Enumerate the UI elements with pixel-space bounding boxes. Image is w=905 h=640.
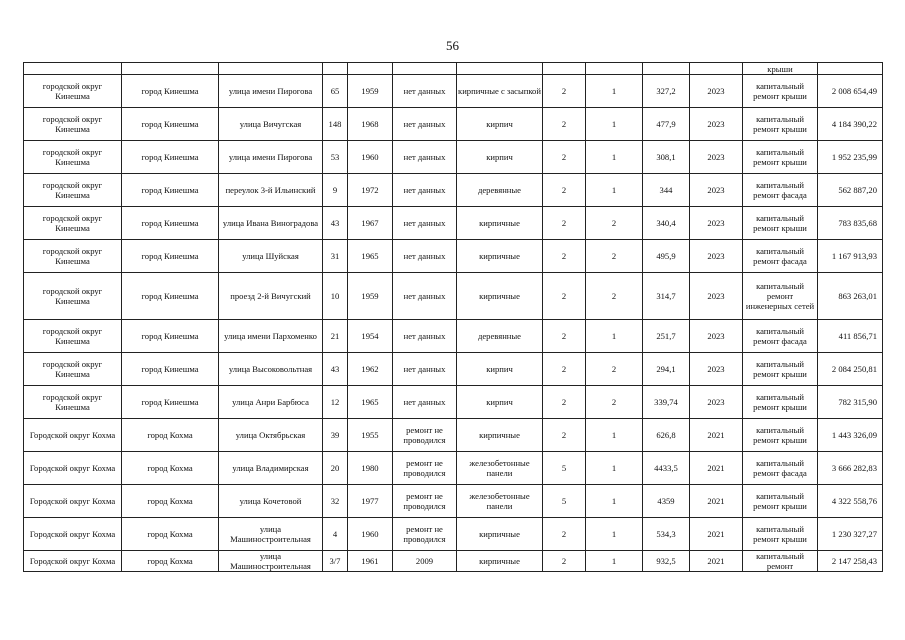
entrances-cell: 2 — [586, 273, 643, 320]
entrances-cell: 1 — [586, 419, 643, 452]
wall-material-cell: кирпичные — [457, 273, 543, 320]
build-year-cell: 1961 — [348, 551, 393, 572]
city-cell: город Кохма — [122, 551, 219, 572]
area-cell: 495,9 — [643, 240, 690, 273]
area-cell: 314,7 — [643, 273, 690, 320]
street-cell: улица Машиностроительная — [219, 551, 323, 572]
build-year-cell: 1960 — [348, 141, 393, 174]
work-type-cell: капитальный ремонт — [743, 551, 818, 572]
work-type-cell: капитальный ремонт крыши — [743, 386, 818, 419]
cost-cell: 562 887,20 — [818, 174, 883, 207]
table-row — [24, 386, 883, 419]
last-repair-cell: нет данных — [393, 273, 457, 320]
district-cell: Городской округ Кохма — [24, 419, 122, 452]
street-cell: улица Машиностроительная — [219, 518, 323, 551]
street-cell: улица Октябрьская — [219, 419, 323, 452]
house-number-cell: 39 — [323, 419, 348, 452]
plan-year-cell: 2023 — [690, 240, 743, 273]
area-cell: 477,9 — [643, 108, 690, 141]
build-year-cell: 1967 — [348, 207, 393, 240]
area-cell: 251,7 — [643, 320, 690, 353]
city-cell: город Кинешма — [122, 386, 219, 419]
district-cell: городской округ Кинешма — [24, 386, 122, 419]
build-year-cell: 1965 — [348, 386, 393, 419]
entrances-cell: 1 — [586, 75, 643, 108]
cost-cell: 2 084 250,81 — [818, 353, 883, 386]
table-row — [24, 75, 883, 108]
area-cell: 340,4 — [643, 207, 690, 240]
last-repair-cell: нет данных — [393, 240, 457, 273]
floors-cell: 5 — [543, 452, 586, 485]
district-cell: городской округ Кинешма — [24, 141, 122, 174]
cost-cell: 411 856,71 — [818, 320, 883, 353]
house-number-cell: 32 — [323, 485, 348, 518]
wall-material-cell: железобетонные панели — [457, 452, 543, 485]
city-cell: город Кохма — [122, 485, 219, 518]
build-year-cell: 1959 — [348, 273, 393, 320]
table-row — [24, 240, 883, 273]
wall-material-cell: кирпичные — [457, 419, 543, 452]
floors-cell: 2 — [543, 240, 586, 273]
district-cell: Городской округ Кохма — [24, 551, 122, 572]
cost-cell: 1 230 327,27 — [818, 518, 883, 551]
district-cell: Городской округ Кохма — [24, 452, 122, 485]
street-cell: улица Кочетовой — [219, 485, 323, 518]
work-type-cell: капитальный ремонт фасада — [743, 320, 818, 353]
floors-cell: 2 — [543, 320, 586, 353]
cost-cell: 783 835,68 — [818, 207, 883, 240]
district-cell: городской округ Кинешма — [24, 240, 122, 273]
district-cell: Городской округ Кохма — [24, 485, 122, 518]
district-cell: Городской округ Кохма — [24, 518, 122, 551]
area-cell: 932,5 — [643, 551, 690, 572]
area-cell: 4359 — [643, 485, 690, 518]
house-number-cell: 4 — [323, 518, 348, 551]
area-cell: 294,1 — [643, 353, 690, 386]
plan-year-cell: 2023 — [690, 273, 743, 320]
area-cell: 626,8 — [643, 419, 690, 452]
build-year-cell: 1962 — [348, 353, 393, 386]
area-cell: 339,74 — [643, 386, 690, 419]
floors-cell: 2 — [543, 273, 586, 320]
district-cell: городской округ Кинешма — [24, 108, 122, 141]
entrances-cell: 2 — [586, 240, 643, 273]
last-repair-cell: нет данных — [393, 353, 457, 386]
table-row — [24, 174, 883, 207]
table-row — [24, 518, 883, 551]
table-row — [24, 108, 883, 141]
cost-cell: 4 184 390,22 — [818, 108, 883, 141]
house-number-cell: 43 — [323, 207, 348, 240]
entrances-cell: 1 — [586, 108, 643, 141]
plan-year-cell: 2023 — [690, 141, 743, 174]
cost-cell: 3 666 282,83 — [818, 452, 883, 485]
district-cell: городской округ Кинешма — [24, 353, 122, 386]
last-repair-cell: 2009 — [393, 551, 457, 572]
house-number-cell: 3/7 — [323, 551, 348, 572]
plan-year-cell: 2021 — [690, 452, 743, 485]
page-number: 56 — [446, 38, 459, 53]
table-row-continuation — [24, 63, 883, 75]
plan-year-cell: 2021 — [690, 485, 743, 518]
street-cell: улица имени Пирогова — [219, 75, 323, 108]
build-year-cell: 1960 — [348, 518, 393, 551]
entrances-cell: 1 — [586, 320, 643, 353]
build-year-cell: 1955 — [348, 419, 393, 452]
district-cell: городской округ Кинешма — [24, 320, 122, 353]
plan-year-cell: 2021 — [690, 551, 743, 572]
street-cell: улица Вичугская — [219, 108, 323, 141]
floors-cell: 2 — [543, 386, 586, 419]
last-repair-cell: нет данных — [393, 75, 457, 108]
table-body — [24, 63, 883, 572]
work-type-cell: капитальный ремонт крыши — [743, 419, 818, 452]
area-cell: 4433,5 — [643, 452, 690, 485]
last-repair-cell: ремонт не проводился — [393, 419, 457, 452]
work-type-cell: капитальный ремонт крыши — [743, 518, 818, 551]
wall-material-cell: кирпич — [457, 108, 543, 141]
work-type-cell: капитальный ремонт крыши — [743, 75, 818, 108]
cost-cell: 2 147 258,43 — [818, 551, 883, 572]
table-row — [24, 207, 883, 240]
city-cell: город Кохма — [122, 419, 219, 452]
build-year-cell: 1968 — [348, 108, 393, 141]
work-type-cell: капитальный ремонт крыши — [743, 207, 818, 240]
house-number-cell: 31 — [323, 240, 348, 273]
cost-cell: 4 322 558,76 — [818, 485, 883, 518]
wall-material-cell: кирпич — [457, 141, 543, 174]
city-cell: город Кинешма — [122, 353, 219, 386]
plan-year-cell: 2021 — [690, 419, 743, 452]
floors-cell: 2 — [543, 353, 586, 386]
city-cell: город Кинешма — [122, 141, 219, 174]
entrances-cell: 1 — [586, 452, 643, 485]
plan-year-cell: 2023 — [690, 386, 743, 419]
street-cell: проезд 2-й Вичугский — [219, 273, 323, 320]
floors-cell: 2 — [543, 518, 586, 551]
house-number-cell: 9 — [323, 174, 348, 207]
work-type-cell: капитальный ремонт крыши — [743, 141, 818, 174]
entrances-cell: 2 — [586, 207, 643, 240]
cost-cell: 1 952 235,99 — [818, 141, 883, 174]
wall-material-cell: кирпичные — [457, 240, 543, 273]
cost-cell: 1 167 913,93 — [818, 240, 883, 273]
city-cell: город Кинешма — [122, 207, 219, 240]
city-cell: город Кинешма — [122, 108, 219, 141]
entrances-cell: 1 — [586, 485, 643, 518]
repair-registry-table — [23, 62, 883, 572]
floors-cell: 5 — [543, 485, 586, 518]
build-year-cell: 1954 — [348, 320, 393, 353]
table-row — [24, 485, 883, 518]
last-repair-cell: ремонт не проводился — [393, 518, 457, 551]
house-number-cell: 21 — [323, 320, 348, 353]
table-row — [24, 353, 883, 386]
work-type-cell: капитальный ремонт крыши — [743, 485, 818, 518]
table-row — [24, 452, 883, 485]
plan-year-cell: 2023 — [690, 320, 743, 353]
plan-year-cell: 2023 — [690, 108, 743, 141]
district-cell: городской округ Кинешма — [24, 75, 122, 108]
district-cell: городской округ Кинешма — [24, 174, 122, 207]
house-number-cell: 10 — [323, 273, 348, 320]
cost-cell: 782 315,90 — [818, 386, 883, 419]
build-year-cell: 1972 — [348, 174, 393, 207]
table-row — [24, 320, 883, 353]
city-cell: город Кинешма — [122, 75, 219, 108]
area-cell: 344 — [643, 174, 690, 207]
cost-cell: 1 443 326,09 — [818, 419, 883, 452]
last-repair-cell: нет данных — [393, 207, 457, 240]
entrances-cell: 1 — [586, 141, 643, 174]
last-repair-cell: ремонт не проводился — [393, 485, 457, 518]
wall-material-cell: деревянные — [457, 174, 543, 207]
work-type-cell: крыши — [743, 63, 818, 75]
plan-year-cell: 2021 — [690, 518, 743, 551]
street-cell: улица Анри Барбюса — [219, 386, 323, 419]
floors-cell: 2 — [543, 141, 586, 174]
city-cell: город Кохма — [122, 452, 219, 485]
city-cell: город Кохма — [122, 518, 219, 551]
house-number-cell: 20 — [323, 452, 348, 485]
floors-cell: 2 — [543, 108, 586, 141]
street-cell: улица имени Пархоменко — [219, 320, 323, 353]
cost-cell: 2 008 654,49 — [818, 75, 883, 108]
work-type-cell: капитальный ремонт фасада — [743, 452, 818, 485]
table-row — [24, 551, 883, 572]
entrances-cell: 1 — [586, 518, 643, 551]
street-cell: улица Владимирская — [219, 452, 323, 485]
entrances-cell: 1 — [586, 551, 643, 572]
last-repair-cell: нет данных — [393, 141, 457, 174]
city-cell: город Кинешма — [122, 320, 219, 353]
area-cell: 308,1 — [643, 141, 690, 174]
table-row — [24, 273, 883, 320]
plan-year-cell: 2023 — [690, 353, 743, 386]
table-row — [24, 141, 883, 174]
wall-material-cell: кирпичные — [457, 207, 543, 240]
floors-cell: 2 — [543, 419, 586, 452]
last-repair-cell: нет данных — [393, 320, 457, 353]
last-repair-cell: ремонт не проводился — [393, 452, 457, 485]
house-number-cell: 12 — [323, 386, 348, 419]
last-repair-cell: нет данных — [393, 386, 457, 419]
street-cell: улица Высоковольтная — [219, 353, 323, 386]
cost-cell: 863 263,01 — [818, 273, 883, 320]
plan-year-cell: 2023 — [690, 75, 743, 108]
wall-material-cell: железобетонные панели — [457, 485, 543, 518]
district-cell: городской округ Кинешма — [24, 273, 122, 320]
house-number-cell: 148 — [323, 108, 348, 141]
street-cell: улица Шуйская — [219, 240, 323, 273]
city-cell: город Кинешма — [122, 240, 219, 273]
last-repair-cell: нет данных — [393, 108, 457, 141]
area-cell: 534,3 — [643, 518, 690, 551]
street-cell: переулок 3-й Ильинский — [219, 174, 323, 207]
build-year-cell: 1959 — [348, 75, 393, 108]
floors-cell: 2 — [543, 207, 586, 240]
street-cell: улица имени Пирогова — [219, 141, 323, 174]
city-cell: город Кинешма — [122, 174, 219, 207]
entrances-cell: 1 — [586, 174, 643, 207]
entrances-cell: 2 — [586, 386, 643, 419]
build-year-cell: 1977 — [348, 485, 393, 518]
table-row — [24, 419, 883, 452]
last-repair-cell: нет данных — [393, 174, 457, 207]
build-year-cell: 1980 — [348, 452, 393, 485]
area-cell: 327,2 — [643, 75, 690, 108]
work-type-cell: капитальный ремонт крыши — [743, 108, 818, 141]
floors-cell: 2 — [543, 174, 586, 207]
work-type-cell: капитальный ремонт фасада — [743, 174, 818, 207]
city-cell: город Кинешма — [122, 273, 219, 320]
plan-year-cell: 2023 — [690, 174, 743, 207]
district-cell: городской округ Кинешма — [24, 207, 122, 240]
floors-cell: 2 — [543, 75, 586, 108]
floors-cell: 2 — [543, 551, 586, 572]
house-number-cell: 65 — [323, 75, 348, 108]
wall-material-cell: кирпич — [457, 353, 543, 386]
entrances-cell: 2 — [586, 353, 643, 386]
wall-material-cell: кирпичные с засыпкой — [457, 75, 543, 108]
wall-material-cell: кирпич — [457, 386, 543, 419]
plan-year-cell: 2023 — [690, 207, 743, 240]
work-type-cell: капитальный ремонт крыши — [743, 353, 818, 386]
house-number-cell: 43 — [323, 353, 348, 386]
work-type-cell: капитальный ремонт инженерных сетей — [743, 273, 818, 320]
house-number-cell: 53 — [323, 141, 348, 174]
street-cell: улица Ивана Виноградова — [219, 207, 323, 240]
build-year-cell: 1965 — [348, 240, 393, 273]
wall-material-cell: кирпичные — [457, 518, 543, 551]
work-type-cell: капитальный ремонт фасада — [743, 240, 818, 273]
wall-material-cell: кирпичные — [457, 551, 543, 572]
wall-material-cell: деревянные — [457, 320, 543, 353]
